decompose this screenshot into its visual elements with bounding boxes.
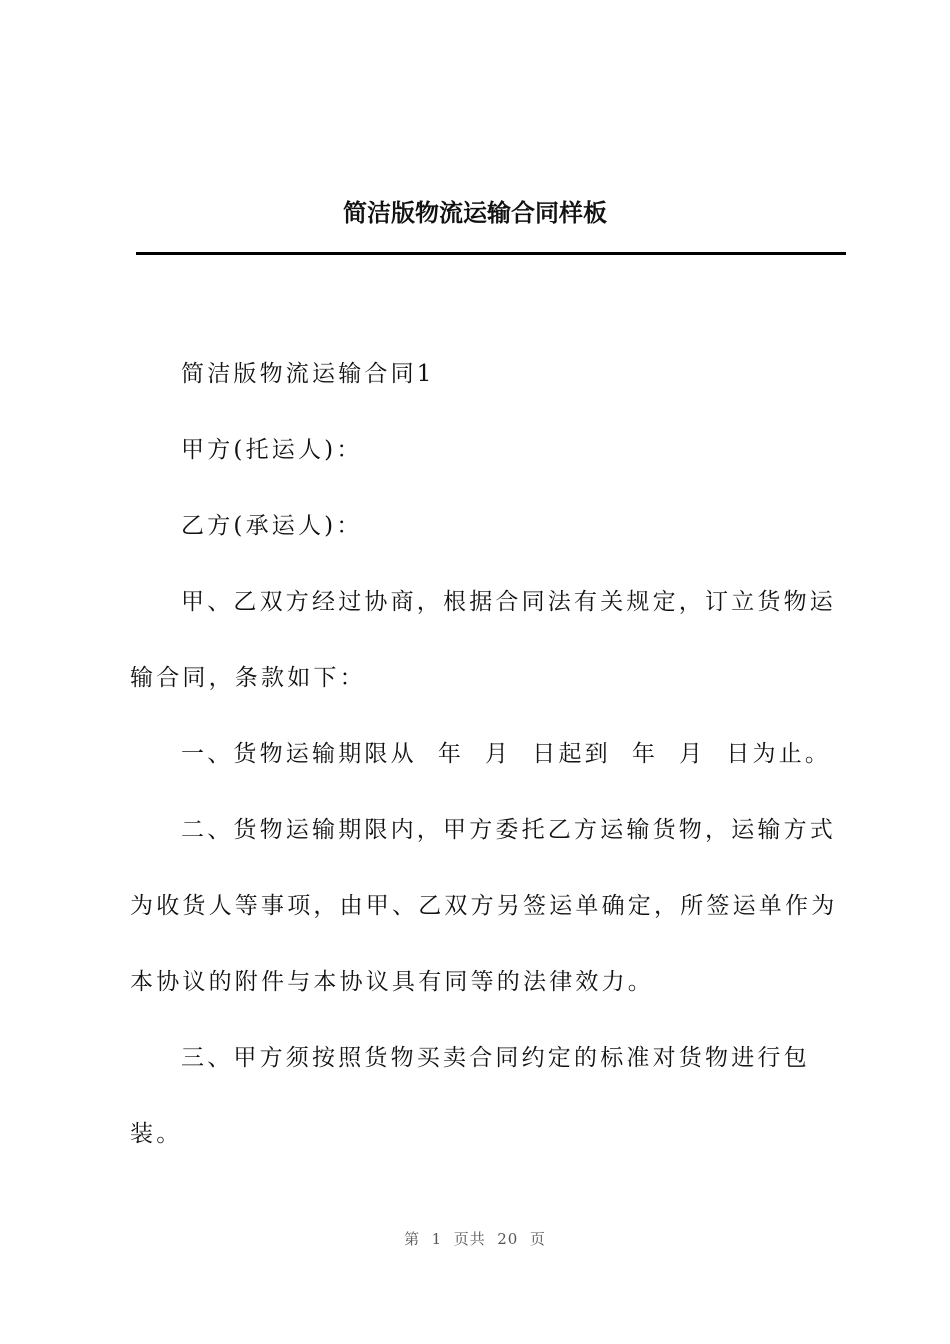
- document-body: [130, 336, 842, 1172]
- clause-2-paragraph: 二、货物运输期限内，甲方委托乙方运输货物，运输方式为收货人等事项，由甲、乙双方另签运单确定，所签运单作为本协议的附件与本协议具有同等的法律效力。: [130, 817, 838, 995]
- preamble-paragraph: 甲、乙双方经过协商，根据合同法有关规定，订立货物运输合同，条款如下：: [130, 589, 836, 691]
- contract-heading: 简洁版物流运输合同1: [181, 361, 435, 387]
- clause-1-paragraph: 一、货物运输期限从 年 月 日起到 年 月 日为止。: [181, 741, 832, 767]
- document-title: 简洁版物流运输合同样板: [343, 199, 607, 227]
- clause-3-paragraph: 三、甲方须按照货物买卖合同约定的标准对货物进行包装。: [130, 1045, 810, 1147]
- page-number-footer: 第 1 页共 20 页: [404, 1230, 546, 1248]
- party-a-line: 甲方(托运人)：: [181, 437, 363, 463]
- party-b-line: 乙方(承运人)：: [181, 513, 363, 539]
- title-underline-rule: [136, 252, 846, 255]
